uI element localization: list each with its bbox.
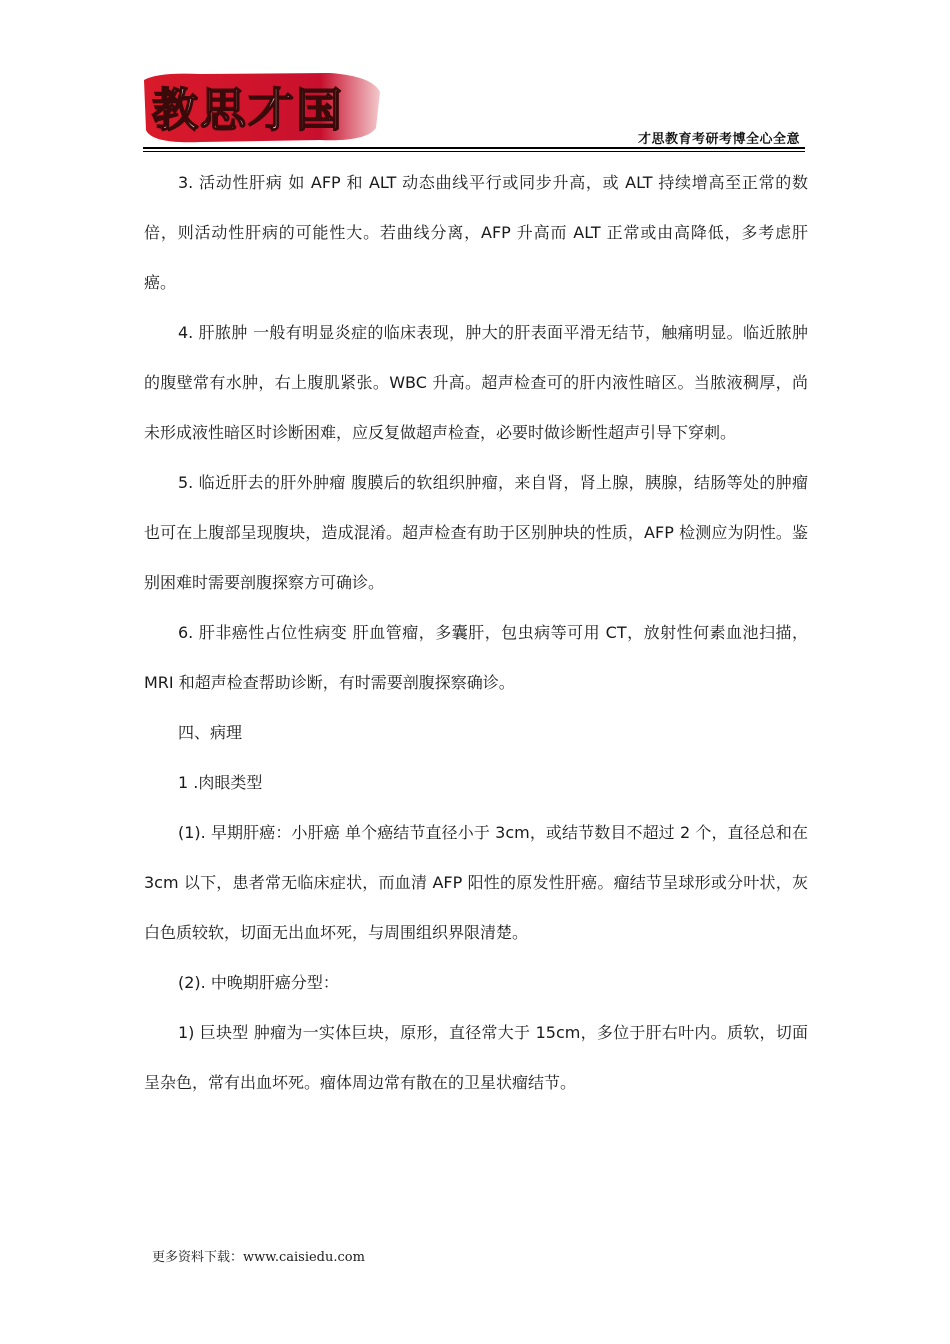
logo-graphic — [140, 70, 384, 146]
document-body — [144, 158, 808, 1108]
header-rule-thin — [143, 151, 805, 152]
paragraph-non-cancer-lesion: 6. 肝非癌性占位性病变 肝血管瘤，多囊肝，包虫病等可用 CT，放射性何素血池扫描，MRI 和超声检查帮助诊断，有时需要剖腹探察确诊。 — [144, 623, 808, 692]
paragraph-massive-type: 1) 巨块型 肿瘤为一实体巨块，原形，直径常大于 15cm，多位于肝右叶内。质软，切面呈杂色，常有出血坏死。瘤体周边常有散在的卫星状瘤结节。 — [144, 1023, 808, 1092]
logo-text: 教思才国 — [152, 83, 344, 137]
paragraph-liver-abscess: 4. 肝脓肿 一般有明显炎症的临床表现，肿大的肝表面平滑无结节，触痛明显。临近脓肿的腹壁常有水肿，右上腹肌紧张。WBC 升高。超声检查可的肝内液性暗区。当脓液稠厚，尚未形成液性暗区时诊断困难，应反复做超声检查，必要时做诊断性超声引导下穿刺。 — [144, 323, 808, 442]
footer-download-link[interactable]: 更多资料下载：www.caisiedu.com — [152, 1250, 365, 1265]
logo — [140, 70, 384, 146]
header-tagline: 才思教育考研考博全心全意 — [637, 132, 800, 147]
section-heading-pathology: 四、病理 — [178, 723, 243, 742]
subheading-gross-types: 1 .肉眼类型 — [178, 773, 263, 792]
paragraph-extrahepatic-tumor: 5. 临近肝去的肝外肿瘤 腹膜后的软组织肿瘤，来自肾，肾上腺，胰腺，结肠等处的肿瘤也可在上腹部呈现腹块，造成混淆。超声检查有助于区别肿块的性质，AFP 检测应为阴性。鉴别困难时需要剖腹探察方可确诊。 — [144, 473, 808, 592]
subheading-advanced-types: (2). 中晚期肝癌分型： — [178, 973, 339, 992]
paragraph-active-liver-disease: 3. 活动性肝病 如 AFP 和 ALT 动态曲线平行或同步升高，或 ALT 持续增高至正常的数倍，则活动性肝病的可能性大。若曲线分离，AFP 升高而 ALT 正常或由高降低，多考虑肝癌。 — [144, 173, 808, 292]
paragraph-early-liver-cancer: (1). 早期肝癌：小肝癌 单个癌结节直径小于 3cm，或结节数目不超过 2 个，直径总和在 3cm 以下，患者常无临床症状，而血清 AFP 阳性的原发性肝癌。瘤结节呈球形或分叶状，灰白色质较软，切面无出血坏死，与周围组织界限清楚。 — [144, 823, 808, 942]
header-rule-thick — [143, 147, 805, 149]
